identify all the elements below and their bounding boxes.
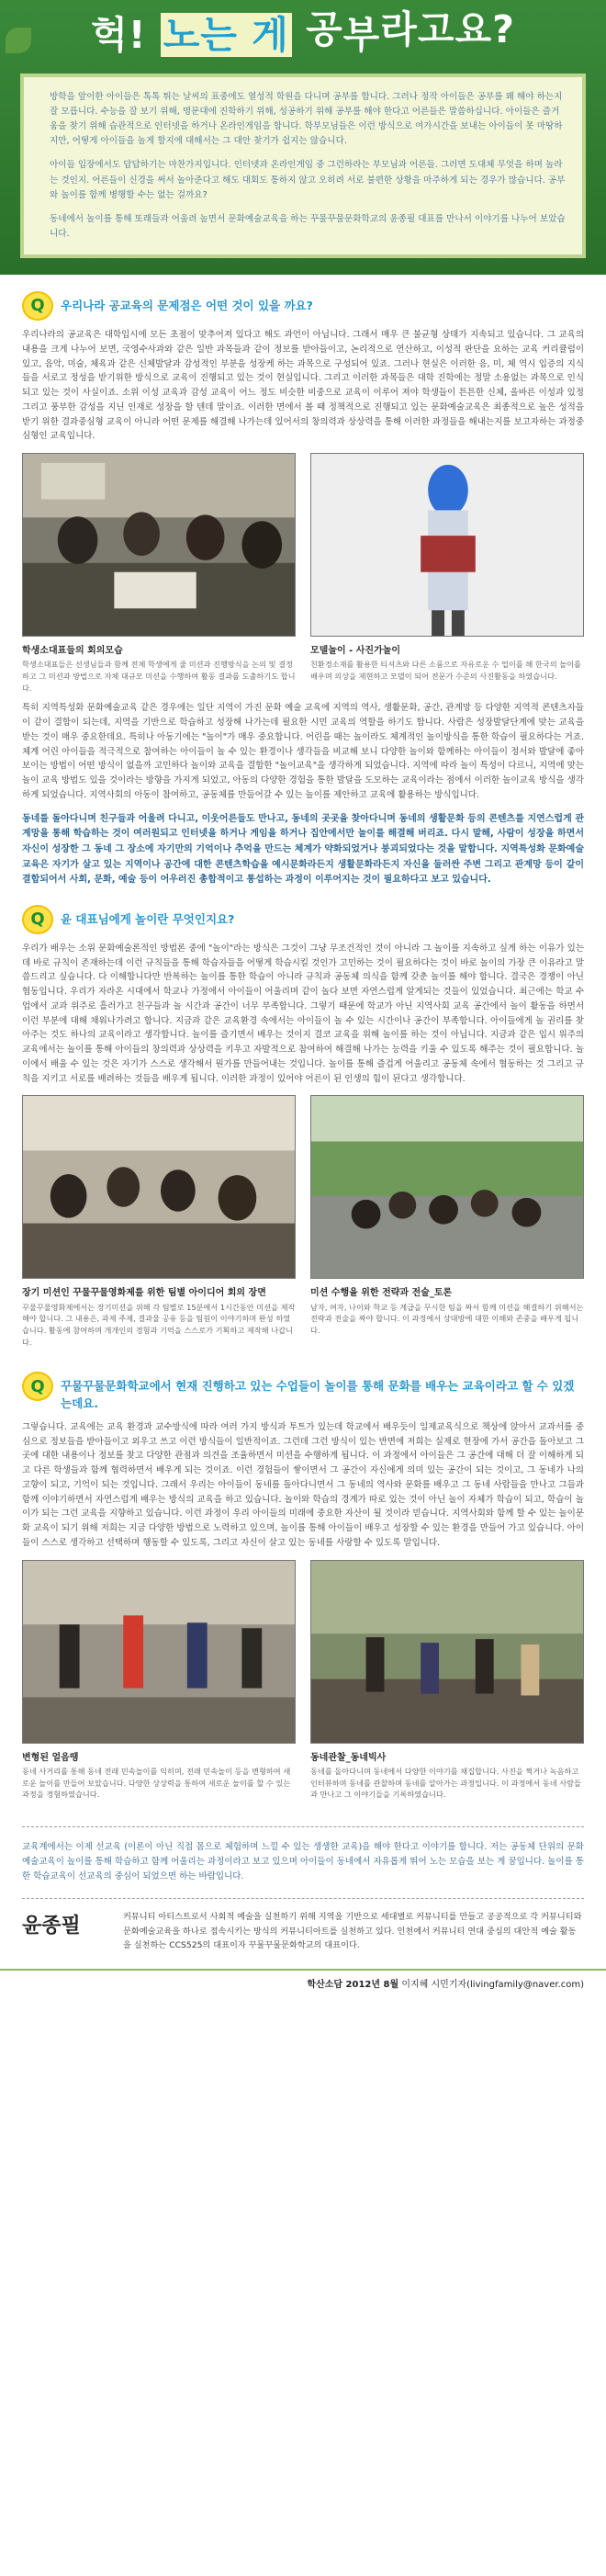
leaf-decoration: [6, 28, 31, 53]
meeting-photo-image: [23, 454, 295, 636]
question-title: 꾸물꾸물문화학교에서 현재 진행하고 있는 수업들이 놀이를 통해 문화를 배우는 교육이라고 할 수 있겠는데요.: [61, 1379, 575, 1411]
question-badge: Q: [22, 291, 53, 321]
photo-caption-text: 동네를 돌아다니며 동네에서 다양한 이야기를 채집합니다. 사진을 찍거나 녹음하고 인터뷰하며 동네를 관찰하며 동네를 알아가는 과정입니다. 이 과정에서 동네 사람들과 만나고 그 이야기들을 기록하였습니다.: [310, 1766, 581, 1800]
closing-block: [22, 1826, 584, 1952]
photo-card: [22, 453, 296, 701]
photo-card: [310, 1560, 584, 1808]
photo-caption-text: 학생소대표들은 선생님들과 함께 전체 학생에게 줄 미션과 진행방식을 논의 및 결정하고 그 미션과 방법으로 자체 대규모 미션을 수행하여 활동 결과를 도출하기도 합니다.: [22, 660, 296, 693]
photo-row: [22, 453, 584, 701]
strategy-photo-image: [311, 1096, 583, 1278]
question-heading: [22, 1372, 584, 1413]
photo-card: [310, 1095, 584, 1355]
answer-paragraph: 특히 지역특성화 문화예술교육 같은 경우에는 일단 지역이 가진 문화 예술 교육에 지역의 역사, 생활문화, 공간, 관계망 등 다양한 지역적 콘텐츠자들이 같이 결합이 되는데, 지역을 기반으로 학습하고 성장해 나가는데 필요한 시민 교육의 역할을 하기도 합니다. 사람은 성장발달단계에 맞는 교육을 받는 것이 매우 중요한데요. 특히나 아동기에는 "놀이"가 매우 중요합니다. 어린을 때는 놀이라도 체계적인 놀이방식을 통한 학습이 필요하다는 거죠. 체계 어린 아이들을 적극적으로 참여하는 아이들이 놀 수 있는 환경이나 생각들을 비교해 보니 다양한 놀이와 함께하는 아이들이 정서와 발달에 좋아 보이는 방법이 어떤 방식이 없을까 고민하다 놀이와 교육을 결합한 "놀이교육"을 생각하게 되었습니다. 지역에 따라 놀이 특성이 다르니, 지역에 맞는 놀이 교육 방법도 있을 것이라는 방향을 가지게 되었고, 아동의 다양한 경험을 통한 발달을 도모하는 교육이라는 점에서 이러한 놀이교육 방식을 생각하게 되었습니다. 지역사회의 아동이 참여하고, 공동체를 만들어갈 수 있는 놀이를 제안하고 교육에 활용하는 방식입니다.: [22, 703, 584, 800]
photo-caption-text: 남자, 여자, 나이와 학교 등 계급을 무시한 팀을 짜서 함께 미션을 해결하기 위해서는 전략과 전술을 짜야 합니다. 이 과정에서 상대방에 대한 이해와 존중을 배우게 됩니다.: [310, 1302, 584, 1335]
photo-card: [22, 1560, 296, 1808]
article-header: [0, 0, 606, 275]
title-highlight: 노는 게: [161, 13, 292, 57]
photo-caption-title: 동네관찰_동네빅사: [310, 1752, 387, 1763]
intro-paragraph: 아이들 입장에서도 답답하기는 마찬가지입니다. 인터넷과 온라인게임 중 그런하라는 부모님과 어른들. 그러면 도대체 무엇을 하며 놀라는 것인지. 어른들이 신경을 써서 놀아준다고 해도 대회도 통하지 않고 오히려 서로 불편한 상황을 마주하게 되는 경우가 많습니다. 공부와 놀이를 함께 병행할 수는 없는 걸까요?: [50, 160, 566, 200]
question-heading: [22, 905, 584, 934]
photo-caption-title: 미션 수행을 위한 전략과 전술_토론: [310, 1288, 453, 1299]
idea-meeting-photo-image: [23, 1096, 295, 1278]
neighborhood-photo-image: [311, 1561, 583, 1743]
neighborhood-photo: [310, 1560, 584, 1744]
question-badge: Q: [22, 1372, 53, 1401]
model-photo-image: [311, 454, 583, 636]
question-badge: Q: [22, 905, 53, 934]
strategy-photo: [310, 1095, 584, 1279]
idea-meeting-photo: [22, 1095, 296, 1279]
freeze-tag-photo-image: [23, 1561, 295, 1743]
author-profile: [22, 1898, 584, 1952]
photo-caption-title: 모델놀이 - 사진가놀이: [310, 646, 401, 657]
answer-paragraph: 그렇습니다. 교육에는 교육 환경과 교수방식에 따라 여러 가지 방식과 투트가 있는데 학교에서 배우듯이 일제교육식으로 책상에 앉아서 교과서를 중심으로 정보들을 받아들이고 외우고 쓰고 이런 방식들이 일반적이죠. 그런데 그런 방식이 있는 반면에 저희는 실제로 현장에 가서 공간을 돌아보고 그곳에 대한 내용이나 정보를 찾고 다양한 관점과 의견을 조율하면서 미션을 수행하게 됩니다. 이 과정에서 아이들은 그 공간에 대해 더 잘 이해하게 되고 다른 학생들과 함께 협력하면서 배우게 되는 것이죠. 이런 경험들이 쌓이면서 그 공간이 자신에게 의미 있는 공간이 되는 것이고, 그 동네가 나의 고향이 되고, 기억이 되는 것입니다. 그래서 우리는 아이들이 동네를 돌아다니면서 그 동네의 역사와 문화를 배우고 그 동네 사람들을 만나고 그들과 함께 이야기하면서 자연스럽게 배우는 방식의 교육을 하고 있습니다. 놀이와 학습의 경계가 따로 있는 것이 아닌 놀이 자체가 학습이 되고, 학습이 놀이가 되는 그런 교육을 지향하고 있습니다. 이런 과정이 우리 아이들의 미래에 중요한 자산이 될 것이라 믿습니다. 지역사회와 함께 할 수 있는 놀이문화 교육이 되기 위해 저희는 지금 다양한 방법으로 노력하고 있으며, 놀이를 통해 아이들이 배우고 성장할 수 있는 환경을 만들어 가고 있습니다. 아이들이 스스로 생각하고 선택하며 행동할 수 있도록, 그리고 자신이 살고 있는 동네를 사랑할 수 있도록 말입니다.: [22, 1421, 584, 1549]
answer-paragraph: 우리가 배우는 소위 문화예술론적인 방법론 중에 "놀이"라는 방식은 그것이 그냥 무조건적인 것이 아니라 그 놀이를 지속하고 싶게 하는 이유가 있는데 바로 규칙이 존재하는데 이런 규칙들을 통해 학습자들을 어떻게 학습시킬 것인가 고민하는 것이 필요하다는 것이 바로 놀이의 가장 큰 이유라고 말씀드리고 싶습니다. 다 이해합니다만 반복하는 놀이를 통한 학습이 아니라 규칙과 공동체 의식을 함께 갖춘 놀이를 해야 합니다. 결국은 경쟁이 아닌 협동입니다. 우리가 자라온 시대에서 학교나 가정에서 아이들이 어울리며 같이 놀다 보면 자연스럽게 알게되는 것들이 있었습니다. 최근에는 학교 수업에서 교과 위주로 흘러가고 친구들과 놀 시간과 공간이 너무 부족합니다. 그렇기 때문에 학교가 아닌 지역사회 교육 공간에서 놀이 활동을 하면서 이런 부분에 대해 채워나가려고 합니다. 지금과 같은 교육환경 속에서는 아이들이 놀 수 있는 시간이나 공간이 부족합니다. 아이들에게 놀 권리를 찾아주는 것도 하나의 교육이라고 생각합니다. 놀이를 즐기면서 배우는 것이지 결코 교육을 위해 놀이를 하는 것이 아닙니다. 지금과 같은 입시 위주의 교육에서는 놀이를 통해 아이들의 창의력과 상상력을 키우고 자발적으로 참여하여 해결해 나가는 능력을 키울 수 있도록 해주는 것이 필요합니다. 놀이에서 배울 수 있는 것은 자기가 스스로 생각해서 뭔가를 만들어내는 것입니다. 놀이를 통해 즐겁게 어울리고 공동체 속에서 협동하는 것 그리고 규칙을 지키고 서로를 배려하는 것들을 배우게 됩니다. 이러한 과정이 있어야 어른이 된 인생의 힘이 된다고 생각합니다.: [22, 943, 584, 1084]
title-part: 공: [306, 7, 343, 51]
intro-board: [20, 73, 586, 258]
article-footer: [0, 1969, 606, 2002]
qa-section-2: [0, 905, 606, 1356]
photo-caption-text: 꾸물꾸물영화제에서는 장기미션을 위해 각 팀별로 15분에서 1시간동안 미션을 제작해야 합니다. 그 내용은, 과제 주제, 결과물 공유 등을 팀원이 이야기하며 완성 하였습니다. 활동에 참여하며 개개인의 경험과 기억을 스스로가 기획하고 제작해 나갑니다.: [22, 1302, 296, 1347]
meeting-photo: [22, 453, 296, 637]
closing-paragraph: 교육계에서는 이제 선교육 (이론이 아닌 직접 몸으로 체험하며 느낄 수 있는 생생한 교육)을 해야 한다고 이야기를 합니다. 저는 공동체 단위의 문화예술교육이 놀이를 통해 학습하고 함께 어울리는 과정이라고 보고 있으며 아이들이 동네에서 자유롭게 뛰어 노는 모습을 보는 게 꿈입니다. 놀이를 통한 학습교육이 선교육의 중심이 되었으면 하는 바람입니다.: [22, 1842, 584, 1881]
question-title: 윤 대표님에게 놀이란 무엇인지요?: [61, 911, 235, 926]
photo-row: [22, 1095, 584, 1355]
photo-caption-text: 동네 사거리를 통해 동네 전래 민속놀이를 익히며, 전래 민속놀이 등을 변형하여 새로운 놀이를 만들어 보았습니다. 다양한 상상력을 통하여 새로운 놀이를 할 수 있는 과정을 경험하였습니다.: [22, 1766, 291, 1800]
issue-label: 학산소담 2012년 8월: [307, 1980, 399, 1991]
article-title: [13, 7, 593, 61]
intro-paragraph: 동네에서 놀이를 통해 또래들과 어울려 놀면서 문화예술교육을 하는 꾸물꾸물문화학교의 윤종필 대표를 만나서 이야기를 나누어 보았습니다.: [50, 213, 566, 239]
profile-bio: 커뮤니티 아티스트로서 사회적 예술을 실천하기 위해 지역을 기반으로 세대별로 커뮤니티를 만들고 공공적으로 각 커뮤니티와 문화예술교육을 하나로 접속시키는 방식의 커뮤니티아트를 실천하고 있다. 인천에서 커뮤니티 연대 중심의 대안적 예술 활동을 실천하는 CCS525의 대표이자 꾸물꾸물문화학교의 대표이다.: [123, 1912, 582, 1950]
photo-caption-text: 친환경소재를 활용한 티셔츠와 다른 소품으로 자유로운 수 업이를 해 한국의 놀이를 배우며 의상을 재현하고 모델이 되어 전문가 수준의 사진활동을 하였습니다.: [310, 660, 581, 681]
title-part: 부: [342, 13, 381, 57]
question-heading: [22, 291, 584, 321]
writer-credit: 이지혜 시민기자(livingfamily@naver.com): [401, 1980, 584, 1991]
photo-card: [22, 1095, 296, 1355]
qa-section-3: [0, 1372, 606, 1808]
photo-card: [310, 453, 584, 701]
model-photo: [310, 453, 584, 637]
freeze-tag-photo: [22, 1560, 296, 1744]
question-title: 우리나라 공교육의 문제점은 어떤 것이 있을 까요?: [61, 298, 313, 312]
photo-caption-title: 학생소대표들의 회의모습: [22, 646, 123, 657]
answer-paragraph: 우리나라의 공교육은 대학입시에 모든 초점이 맞추어져 있다고 해도 과언이 아닙니다. 그래서 매우 큰 불균형 상태가 지속되고 있습니다. 그 교육의 내용을 크게 나누어 보면, 국영수사과와 같은 일반 과목들과 같이 정보를 받아들이고, 논리적으로 연산하고, 이성적 판단을 요하는 교육 커리큘럼이 있고, 음악, 미술, 체육과 같은 신체발달과 감성적인 부분을 성장케 하는 과목으로 구성되어 있죠. 그러나 현실은 이러한 음, 미, 체 역시 입증의 지식들을 서로고 정성을 받기위한 방식으로 교육이 진행되고 있는 것이 현실입니다. 그리고 이러한 과목들은 대학 진학에는 정말 소용없는 과목으로 인식되고 있는 것이 사실이죠. 소위 이성 교육과 감성 교육이 어느 정도 비슷한 비중으로 교육이 이루어 져야 학생들이 튼튼한 신체, 올바른 이성과 있정 그리고 풍부한 감성을 지닌 인재로 성장을 할 텐데 말이죠. 이러한 면에서 볼 때 정책적으로 진행되고 있는 문화예술교육은 최종적으로 높은 성적을 받기 위한 결과중심형 교육이 아니라 어떤 문제를 해결해 나가는데 있어서의 창의력과 상상력을 통해 이러한 과정들을 해내는지를 보고자하는 과정중심형인 교육입니다.: [22, 329, 584, 442]
title-part: 헉!: [91, 13, 147, 57]
photo-caption-title: 변형된 얼음땡: [22, 1752, 79, 1763]
emphasis-paragraph: 동네를 돌아다니며 친구들과 어울려 다니고, 이웃어른들도 만나고, 동네의 곳곳을 찾아다니며 동네의 생활문화 등의 콘텐츠를 지연스럽게 관계망을 통해 학습하는 것이 여러원되고 인터넷을 하거나 게임을 하거나 집안에서만 놀이를 해결해 버리죠. 다시 말해, 사람이 성장을 하면서 자신이 성장한 그 동네 그 장소에 자기만의 기억이나 추억을 만드는 체계가 약화되었거나 붕괴되었다는 것을 말합니다. 지역특성화 문화예술교육은 자기가 살고 있는 지역이나 공간에 대한 콘텐츠학습을 예시문화라든지 생활문화라든지 자신을 둘러싼 주변 그리고 관계망 등이 같이 결합되어서 사회, 문화, 예술 등이 어우러진 총합적이고 통섭하는 과정이 이루어지는 것이 필요하다고 보고 있습니다.: [22, 813, 584, 886]
title-part: 라고요?: [380, 7, 515, 51]
qa-section-1: [0, 291, 606, 888]
photo-caption-title: 장기 미션인 꾸물꾸물영화제를 위한 팀별 아이디어 회의 장면: [22, 1288, 266, 1299]
profile-name: 윤종필: [22, 1914, 81, 1938]
intro-paragraph: 방학을 앞이한 아이들은 톡톡 튀는 날씨의 표중에도 열성적 학원을 다니며 공부를 합니다. 그러나 정작 아이들은 공부를 왜 해야 하는지 잘 모릅니다. 수능을 잘 보기 위해, 명문대에 진학하기 위해, 성공하기 위해 공부를 해야 한다고 어른들은 말씀하십니다. 아이들은 즐거움을 찾기 위해 습관적으로 인터넷을 하거나 온라인게임을 합니다. 학부모님들은 이런 방식으로 여가시간을 보내는 아이들이 못 마땅하지만, 어떻게 아이들을 놀게 할지에 대해서는 그 대안 찾기가 쉽지는 않습니다.: [50, 92, 563, 147]
photo-row: [22, 1560, 584, 1808]
